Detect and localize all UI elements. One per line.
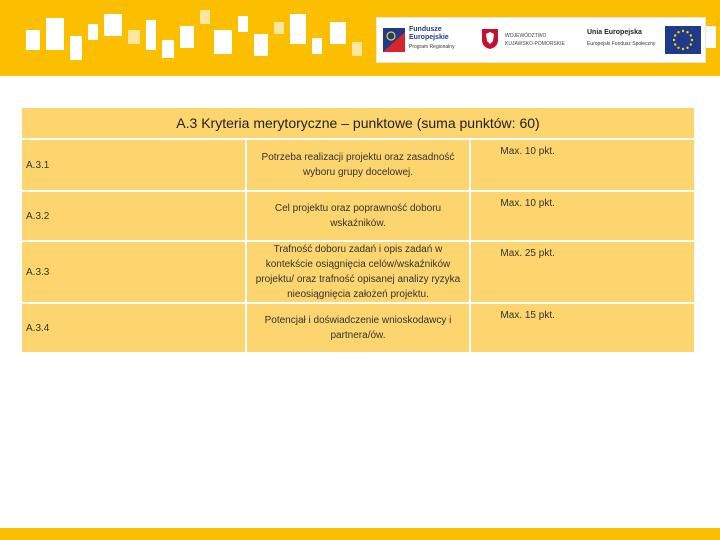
criterion-code: A.3.4 [21, 303, 246, 353]
eu-line1: Unia Europejska [587, 29, 642, 36]
header-decoration [162, 40, 174, 58]
criterion-description: Cel projektu oraz poprawność doboru wskaźników. [246, 191, 471, 241]
criterion-max-points: Max. 10 pkt. [470, 191, 695, 241]
footer-band [0, 528, 720, 540]
table-row [21, 139, 695, 191]
region-logo [481, 28, 581, 58]
header-decoration [352, 42, 362, 56]
header-decoration [104, 14, 122, 36]
criterion-code: A.3.1 [21, 139, 246, 191]
criterion-max-points: Max. 25 pkt. [470, 241, 695, 303]
criterion-max-points: Max. 10 pkt. [470, 139, 695, 191]
region-crest-icon [481, 28, 499, 50]
criterion-description: Potencjał i doświadczenie wnioskodawcy i partnera/ów. [246, 303, 471, 353]
header-decoration [146, 20, 156, 50]
region-line2: KUJAWSKO-POMORSKIE [505, 41, 565, 47]
region-name [505, 32, 565, 48]
criterion-description: Trafność doboru zadań i opis zadań w kontekście osiągnięcia celów/wskaźników projektu/ oraz trafność opisanej analizy ryzyka nieosiągnięcia założeń projektu. [246, 241, 471, 303]
header-decoration [290, 14, 306, 44]
header-band [0, 0, 720, 76]
eu-logo [585, 24, 703, 60]
header-decoration [330, 22, 346, 44]
criterion-code: A.3.3 [21, 241, 246, 303]
header-decoration [70, 36, 82, 60]
table-row [21, 241, 695, 303]
fe-line3: Program Regionalny [409, 44, 455, 50]
table-title-row [21, 107, 695, 139]
criterion-code: A.3.2 [21, 191, 246, 241]
header-decoration [200, 10, 210, 24]
header-decoration [238, 16, 248, 32]
logo-strip [376, 17, 706, 63]
fundusze-europejskie-logo [383, 24, 473, 60]
header-decoration [26, 30, 40, 50]
eu-line2: Europejski Fundusz Społeczny [587, 41, 656, 47]
header-decoration [706, 26, 716, 48]
criterion-description: Potrzeba realizacji projektu oraz zasadność wyboru grupy docelowej. [246, 139, 471, 191]
eu-flag-icon [665, 26, 701, 54]
criteria-table [20, 106, 696, 354]
criterion-max-points: Max. 15 pkt. [470, 303, 695, 353]
header-decoration [88, 24, 98, 40]
header-decoration [128, 30, 140, 44]
header-decoration [274, 22, 284, 34]
fe-flag-icon [383, 28, 405, 52]
header-decoration [180, 26, 194, 48]
table-row [21, 303, 695, 353]
region-line1: WOJEWÓDZTWO [505, 33, 547, 39]
header-decoration [254, 34, 268, 56]
header-decoration [46, 18, 64, 50]
header-decoration [312, 38, 322, 54]
fe-line2: Europejskie [409, 34, 449, 41]
fe-line1: Fundusze [409, 26, 442, 33]
table-title: A.3 Kryteria merytoryczne – punktowe (suma punktów: 60) [21, 107, 695, 139]
table-row [21, 191, 695, 241]
header-decoration [214, 30, 232, 54]
